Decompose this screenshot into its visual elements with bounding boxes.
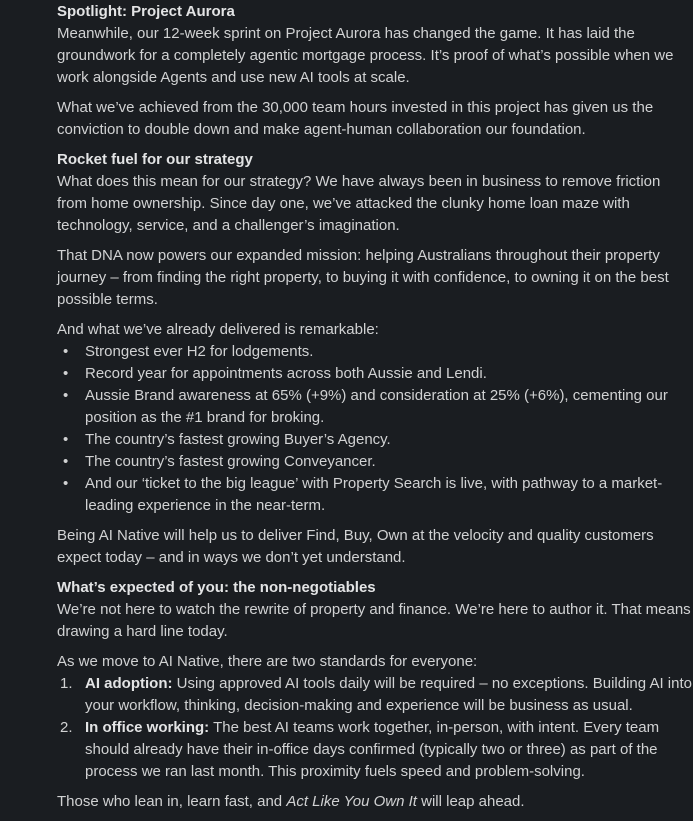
list-intro: As we move to AI Native, there are two standards for everyone: (57, 653, 478, 670)
paragraph: What does this mean for our strategy? We have always been in business to remove friction from home ownership. Since day one, we’ve attacked the clunky home loan maze with technology, service, and a challenger’s imagination. (57, 173, 661, 234)
list-intro: And what we’ve already delivered is remarkable: (57, 321, 379, 338)
item-label: In office working: (85, 719, 210, 736)
item-text: The best AI teams work together, in-person, with intent. Every team should already have their in-office days confirmed (typically two or three) as part of the process we ran last month. This proximity fuels speed and problem-solving. (85, 719, 660, 780)
paragraph: We’re not here to watch the rewrite of property and finance. We’re here to author it. That means drawing a hard line today. (57, 601, 691, 640)
list-item (57, 673, 693, 717)
bullet-icon: • (63, 387, 69, 404)
list-item (57, 429, 693, 451)
list-item (57, 717, 693, 783)
bullet-icon: • (63, 453, 69, 470)
list-number: 2. (60, 719, 73, 736)
achievements-list (57, 341, 693, 517)
achievements-block (57, 319, 693, 517)
item-text: Using approved AI tools daily will be required – no exceptions. Building AI into your workflow, thinking, decision-making and experience will be business as usual. (85, 675, 692, 714)
list-item-text: And our ‘ticket to the big league’ with Property Search is live, with pathway to a market-leading experience in the near-term. (85, 475, 663, 514)
list-item-text: The country’s fastest growing Buyer’s Agency. (85, 431, 391, 448)
section-heading: Spotlight: Project Aurora (57, 3, 235, 20)
list-item (57, 451, 693, 473)
list-item (57, 363, 693, 385)
paragraph: That DNA now powers our expanded mission: helping Australians throughout their property journey – from finding the right property, to buying it with confidence, to owning it on the best possible terms. (57, 247, 669, 308)
item-label: AI adoption: (85, 675, 173, 692)
list-item-text: Aussie Brand awareness at 65% (+9%) and consideration at 25% (+6%), cementing our position as the #1 brand for broking. (85, 387, 668, 426)
bullet-icon: • (63, 365, 69, 382)
closing-line (57, 791, 693, 813)
closing-emphasis: Act Like You Own It (286, 793, 417, 810)
paragraph: What we’ve achieved from the 30,000 team hours invested in this project has given us the conviction to double down and make agent-human collaboration our foundation. (57, 99, 654, 138)
section-heading: Rocket fuel for our strategy (57, 151, 253, 168)
bullet-icon: • (63, 475, 69, 492)
list-item-text: The country’s fastest growing Conveyancer. (85, 453, 376, 470)
section-expected (57, 577, 693, 643)
message-body (57, 1, 693, 821)
paragraph: Meanwhile, our 12-week sprint on Project Aurora has changed the game. It has laid the groundwork for a completely agentic mortgage process. It’s proof of what’s possible when we work alongside Agents and use new AI tools at scale. (57, 25, 674, 86)
closing-text-end: will leap ahead. (416, 793, 525, 810)
section-heading: What’s expected of you: the non-negotiables (57, 579, 376, 596)
standards-block (57, 651, 693, 783)
list-item (57, 341, 693, 363)
list-number: 1. (60, 675, 73, 692)
list-item (57, 473, 693, 517)
bullet-icon: • (63, 431, 69, 448)
list-item-text: Record year for appointments across both Aussie and Lendi. (85, 365, 487, 382)
closing-text: Those who lean in, learn fast, and (57, 793, 287, 810)
list-item-text: Strongest ever H2 for lodgements. (85, 343, 314, 360)
section-strategy (57, 149, 693, 237)
bullet-icon: • (63, 343, 69, 360)
paragraph: Being AI Native will help us to deliver Find, Buy, Own at the velocity and quality customers expect today – and in ways we don’t yet understand. (57, 527, 654, 566)
section-spotlight (57, 1, 693, 89)
standards-list (57, 673, 693, 783)
list-item (57, 385, 693, 429)
